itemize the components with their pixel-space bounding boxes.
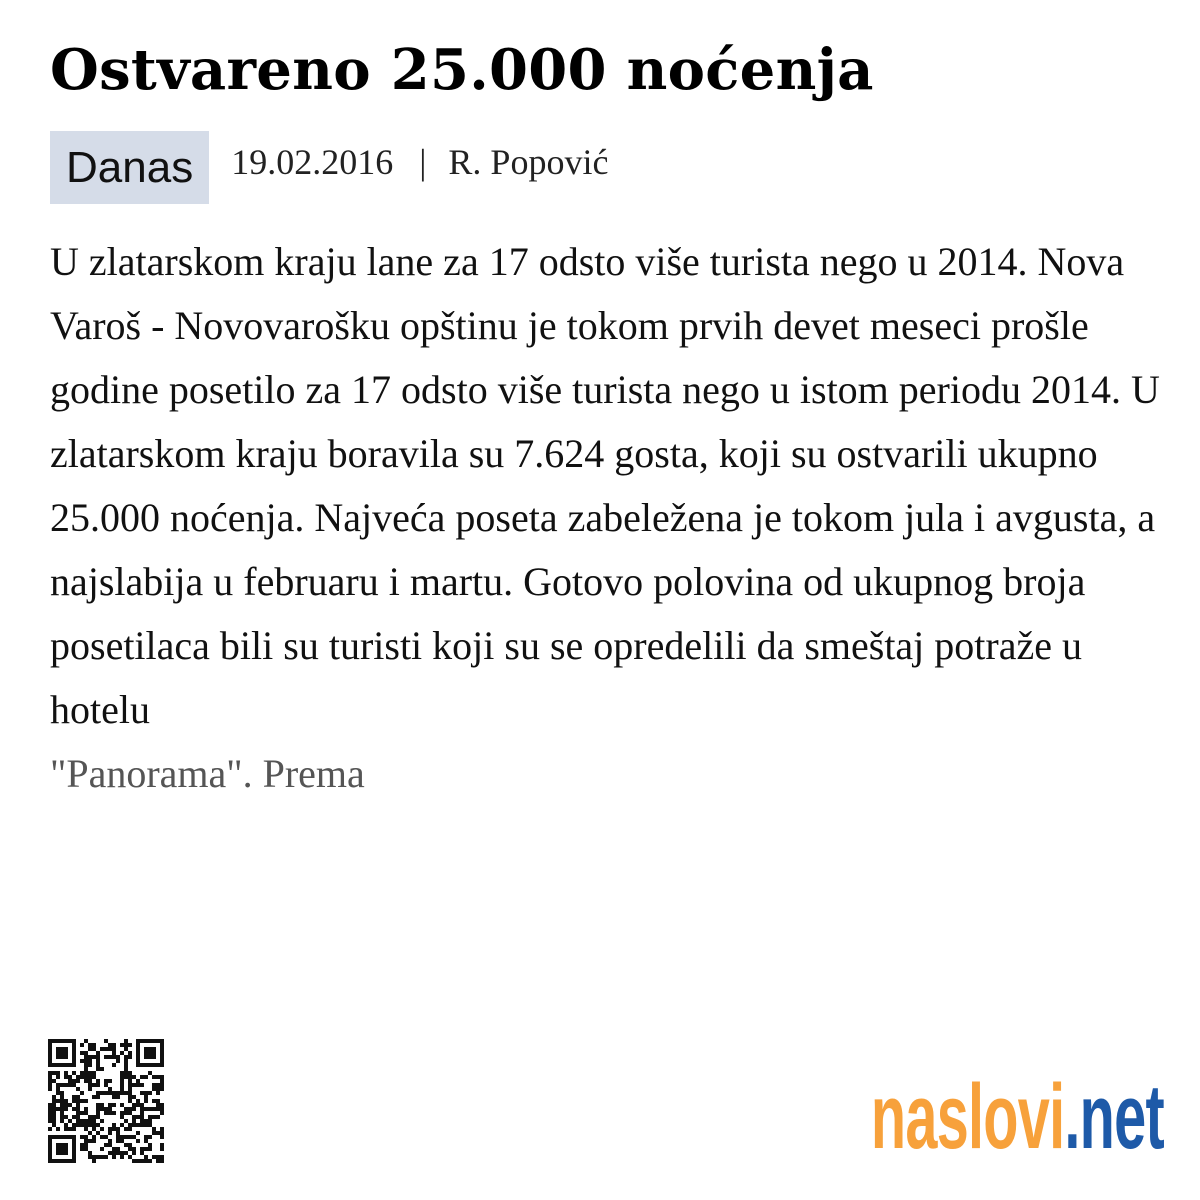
logo-part-naslovi: naslovi	[871, 1065, 1065, 1168]
article-title: Ostvareno 25.000 noćenja	[50, 37, 874, 103]
article-body-text: U zlatarskom kraju lane za 17 odsto više turista nego u 2014. Nova Varoš - Novovarošku opštinu je tokom prvih devet meseci prošle godine posetilo za 17 odsto više turista nego u istom periodu 2014. U zlatarskom kraju boravila su 7.624 gosta, koji su ostvarili ukupno 25.000 noćenja. Najveća poseta zabeležena je tokom jula i avgusta, a najslabija u februaru i martu. Gotovo polovina od ukupnog broja posetilaca bili su turisti koji su se opredelili da smeštaj potraže u hotelu	[50, 239, 1160, 732]
article-author: R. Popović	[448, 141, 609, 182]
article-byline	[231, 141, 608, 183]
article-body	[50, 230, 1160, 806]
byline-separator: |	[419, 141, 427, 182]
article-date: 19.02.2016	[231, 141, 394, 182]
qr-code-icon[interactable]	[48, 1038, 164, 1164]
article-meta	[50, 131, 608, 204]
source-badge[interactable]: Danas	[50, 131, 209, 204]
naslovi-logo[interactable]	[871, 1054, 1164, 1181]
article-body-faded: "Panorama". Prema	[50, 751, 365, 796]
logo-part-net: .net	[1064, 1065, 1164, 1168]
